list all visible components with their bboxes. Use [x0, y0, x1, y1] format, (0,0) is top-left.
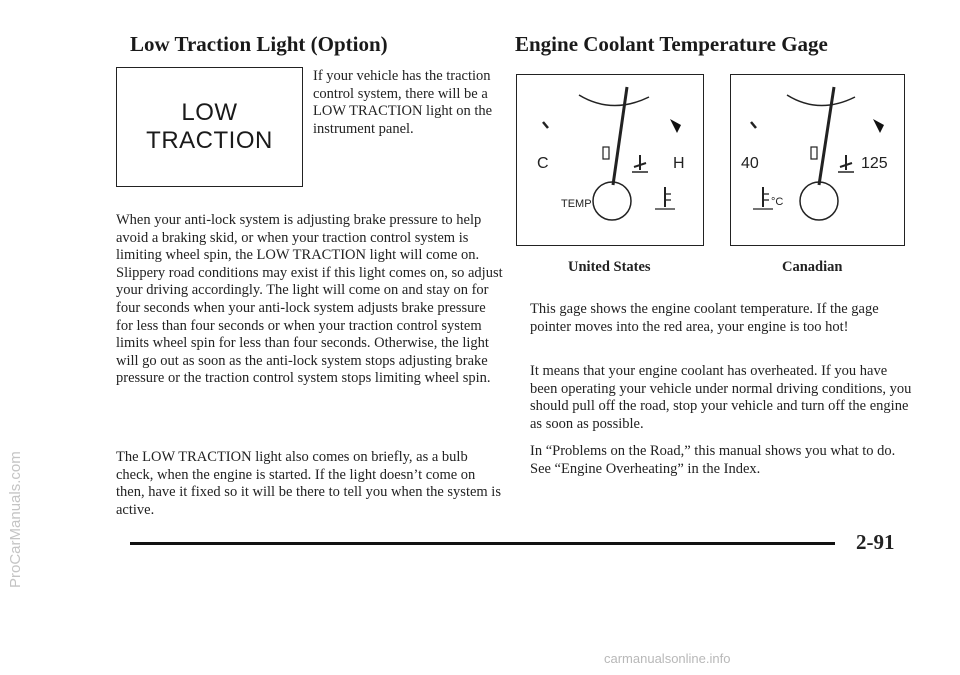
coolant-icon: [838, 155, 854, 172]
body-paragraph: The LOW TRACTION light also comes on briefly, as a bulb check, when the engine is started. If the light doesn’t come on then, have it fixed so it will be there to tell you when the system is active.: [116, 449, 501, 518]
gauge-min-label: C: [537, 155, 549, 172]
red-zone-marker: [873, 119, 884, 133]
body-paragraph: It means that your engine coolant has overheated. If you have been operating your vehicle under normal driving conditions, you should pull off the road, stop your vehicle and turn off the engine as soon as possible.: [530, 363, 912, 432]
side-watermark-text: ProCarManuals.com: [7, 451, 24, 588]
intro-text: If your vehicle has the traction control system, there will be a LOW TRACTION light on the instrument panel.: [313, 68, 493, 137]
gauge-temp-label: TEMP: [561, 198, 592, 210]
indicator-line2: TRACTION: [146, 127, 273, 154]
gauge-illustration-canadian: [730, 74, 905, 246]
thermometer-icon: [753, 187, 773, 209]
body-paragraph: When your anti-lock system is adjusting brake pressure to help avoid a braking skid, or when your traction control system is limiting wheel spin, the LOW TRACTION light will come on. Slippery road conditions may exist if this light comes on, so adjust your driving accordingly. The light will come on and stay on for four seconds when your anti-lock system adjusts brake pressure for less than four seconds or when your traction control system limits wheel spin for less than four seconds. Otherwise, the light will go out as soon as the anti-lock system stops adjusting brake pressure or the traction control system stops limiting wheel spin.: [116, 212, 503, 387]
footer-rule: [130, 542, 835, 545]
footer-watermark: carmanualsonline.info: [604, 651, 731, 666]
red-zone-marker: [670, 119, 681, 133]
gauge-max-label: H: [673, 155, 685, 172]
gauge-illustration-us: [516, 74, 704, 246]
body-paragraph: In “Problems on the Road,” this manual shows you what to do. See “Engine Overheating” in the Index.: [530, 443, 896, 477]
thermometer-icon: [655, 187, 675, 209]
gauge-caption-us: United States: [568, 259, 651, 275]
section-heading-low-traction: Low Traction Light (Option): [130, 32, 388, 56]
page-number: 2-91: [856, 530, 895, 554]
gauge-min-label: 40: [741, 155, 759, 172]
indicator-line1: LOW: [181, 99, 238, 126]
coolant-icon: [632, 155, 648, 172]
gauge-unit-label: °C: [771, 196, 784, 208]
section-heading-coolant-gage: Engine Coolant Temperature Gage: [515, 32, 828, 56]
body-paragraph: This gage shows the engine coolant temperature. If the gage pointer moves into the red area, your engine is too hot!: [530, 301, 879, 335]
gauge-caption-canadian: Canadian: [782, 259, 843, 275]
side-watermark: [4, 0, 26, 675]
gauge-max-label: 125: [861, 155, 888, 172]
low-traction-indicator: [116, 67, 303, 187]
